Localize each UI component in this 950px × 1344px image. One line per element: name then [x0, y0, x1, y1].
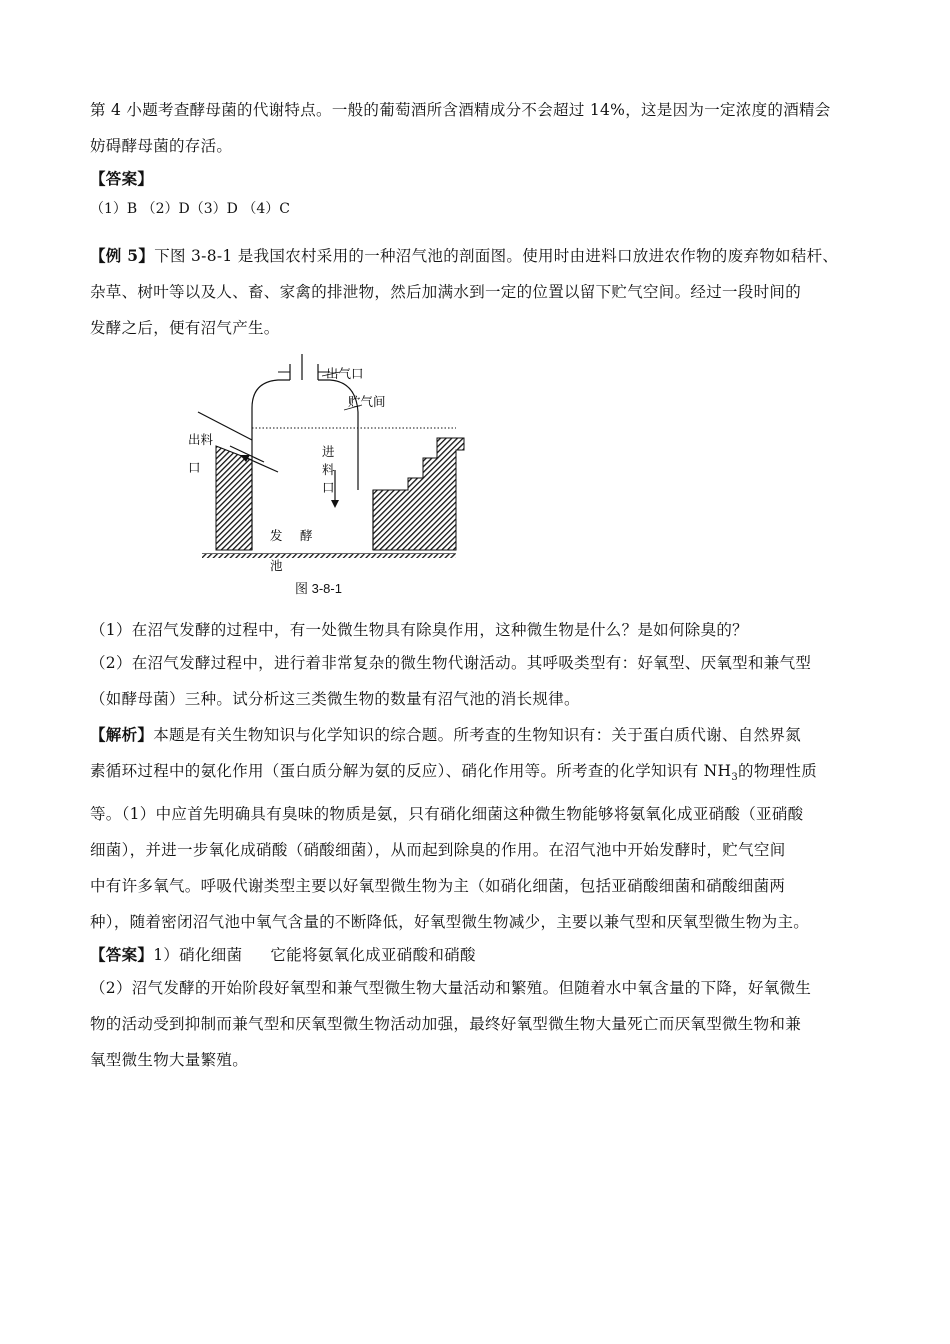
figure-caption: 图 3-8-1 — [295, 581, 342, 596]
label-storage: 贮气间 — [348, 394, 386, 409]
label-outlet-1: 出料 — [188, 432, 214, 447]
example-5-line-3: 发酵之后，便有沼气产生。 — [90, 319, 280, 337]
analysis-text-2a: 素循环过程中的氨化作用（蛋白质分解为氨的反应）、硝化作用等。所考查的化学知识有 NH — [90, 762, 732, 780]
question-2-line-1: （2）在沼气发酵过程中，进行着非常复杂的微生物代谢活动。其呼吸类型有：好氧型、厌氧型和兼气型 — [90, 654, 812, 672]
label-inlet-3: 口 — [322, 480, 335, 495]
label-ferment-3: 池 — [270, 558, 283, 573]
biogas-tank-diagram — [188, 350, 574, 575]
answer-2-label: 【答案】 — [90, 945, 154, 965]
analysis-line-3: 等。（1）中应首先明确具有臭味的物质是氨，只有硝化细菌这种微生物能够将氨氧化成亚硝酸（亚硝酸 — [90, 805, 804, 824]
analysis-text-2b: 的物理性质 — [738, 762, 818, 780]
label-inlet-1: 进 — [322, 444, 335, 459]
analysis-line-4: 细菌），并进一步氧化成硝酸（硝酸细菌），从而起到除臭的作用。在沼气池中开始发酵时，贮气空间 — [90, 841, 786, 860]
analysis-line-1 — [90, 717, 870, 753]
answer-heading — [90, 164, 870, 194]
label-outlet-2: 口 — [188, 460, 201, 475]
answer-2-line-2: （2）沼气发酵的开始阶段好氧型和兼气型微生物大量活动和繁殖。但随着水中氧含量的下降，好氧微生 — [90, 979, 812, 998]
intro-line-2: 妨碍酵母菌的存活。 — [90, 137, 233, 155]
label-gas-outlet: 出气口 — [326, 366, 364, 381]
document-page — [90, 92, 870, 1078]
question-2-line-2: （如酵母菌）三种。试分析这三类微生物的数量有沼气池的消长规律。 — [90, 690, 580, 708]
intro-line-1: 第 4 小题考查酵母菌的代谢特点。一般的葡萄酒所含酒精成分不会超过 14%，这是因为一定浓度的酒精会 — [90, 101, 831, 119]
analysis-line-2 — [90, 753, 870, 796]
left-wall — [216, 446, 252, 550]
example-5-label: 【例 5】 — [90, 246, 155, 265]
answer-2-line-1 — [90, 940, 870, 970]
example-5-line-2: 杂草、树叶等以及人、畜、家禽的排泄物，然后加满水到一定的位置以留下贮气空间。经过一段时间的 — [90, 283, 802, 301]
question-1: （1）在沼气发酵的过程中，有一处微生物具有除臭作用，这种微生物是什么？是如何除臭的？ — [90, 621, 748, 639]
answer-text: （1）B （2）D（3）D （4）C — [90, 201, 290, 217]
analysis-line-5: 中有许多氧气。呼吸代谢类型主要以好氧型微生物为主（如硝化细菌，包括亚硝酸细菌和硝酸细菌两 — [90, 877, 786, 896]
example-5-line-1 — [90, 238, 870, 274]
ground-hatch — [202, 554, 456, 558]
analysis-label: 【解析】 — [90, 725, 154, 744]
dome-left — [252, 380, 290, 460]
spacer — [90, 224, 870, 238]
label-inlet-2: 料 — [322, 462, 335, 477]
answer-2-part-1b: 它能将氨氧化成亚硝酸和硝酸 — [270, 946, 476, 965]
analysis-line-6: 种），随着密闭沼气池中氧气含量的不断降低，好氧型微生物减少，主要以兼气型和厌氧型微生物为主。 — [90, 913, 810, 932]
nh3-subscript: 3 — [731, 772, 739, 784]
answer-2-part-1a: 1）硝化细菌 — [153, 946, 243, 965]
label-ferment-1: 发 — [270, 528, 283, 543]
example-5-text-1: 下图 3-8-1 是我国农村采用的一种沼气池的剖面图。使用时由进料口放进农作物的废弃物如秸杆、 — [154, 247, 839, 265]
label-ferment-2: 酵 — [300, 528, 313, 543]
analysis-text-1: 本题是有关生物知识与化学知识的综合题。所考查的生物知识有：关于蛋白质代谢、自然界氮 — [153, 726, 802, 744]
biogas-figure — [90, 350, 870, 615]
answer-label: 【答案】 — [90, 169, 154, 188]
answer-2-line-3: 物的活动受到抑制而兼气型和厌氧型微生物活动加强，最终好氧型微生物大量死亡而厌氧型微生物和兼 — [90, 1015, 802, 1034]
answer-2-line-4: 氧型微生物大量繁殖。 — [90, 1051, 249, 1070]
right-wall — [373, 438, 464, 550]
